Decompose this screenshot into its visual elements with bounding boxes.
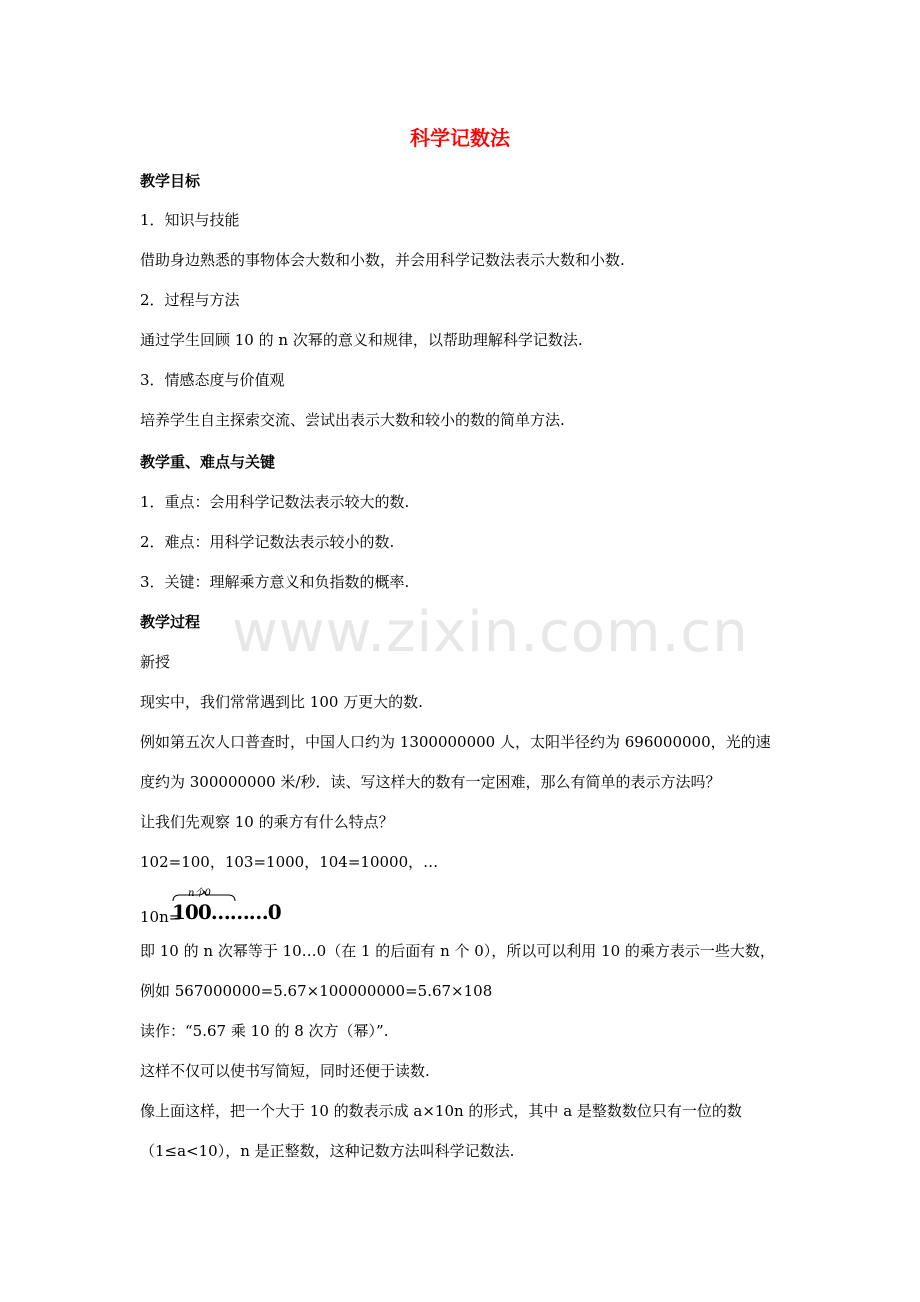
goal-2-title: 2．过程与方法	[140, 291, 240, 309]
section-heading-key-points: 教学重、难点与关键	[140, 453, 276, 471]
key-point-3: 3．关键：理解乘方意义和负指数的概率.	[140, 573, 410, 591]
paragraph-1: 现实中，我们常常遇到比 100 万更大的数.	[140, 693, 423, 711]
paragraph-2-line-2: 度约为 300000000 米/秒．读、写这样大的数有一定困难，那么有简单的表示方法吗？	[140, 773, 721, 791]
power-of-ten-formula	[140, 884, 300, 924]
goal-2-text: 通过学生回顾 10 的 n 次幂的意义和规律，以帮助理解科学记数法.	[140, 331, 583, 349]
formula-overbrace-label: n个0	[188, 888, 211, 899]
key-point-1: 1．重点：会用科学记数法表示较大的数.	[140, 493, 410, 511]
paragraph-3: 让我们先观察 10 的乘方有什么特点？	[140, 813, 394, 831]
goal-1-title: 1．知识与技能	[140, 211, 240, 229]
paragraph-4: 102=100，103=1000，104=10000，…	[140, 853, 439, 871]
section-heading-process: 教学过程	[140, 613, 201, 631]
paragraph-8-line-2: （1≤a<10），n 是正整数，这种记数方法叫科学记数法.	[140, 1142, 515, 1160]
goal-1-text: 借助身边熟悉的事物体会大数和小数，并会用科学记数法表示大数和小数.	[140, 251, 625, 269]
formula-rhs: 100………0	[172, 900, 281, 924]
paragraph-6: 读作：“5.67 乘 10 的 8 次方（幂）”.	[140, 1022, 389, 1040]
paragraph-2-line-1: 例如第五次人口普查时，中国人口约为 1300000000 人，太阳半径约为 696000000，光的速	[140, 733, 771, 751]
goal-3-title: 3．情感态度与价值观	[140, 371, 285, 389]
paragraph-5-line-2: 例如 567000000=5.67×100000000=5.67×108	[140, 982, 493, 1000]
section-heading-goals: 教学目标	[140, 172, 201, 190]
paragraph-8-line-1: 像上面这样，把一个大于 10 的数表示成 a×10n 的形式，其中 a 是整数数位只有一位的数	[140, 1102, 742, 1120]
paragraph-new-lesson: 新授	[140, 653, 171, 671]
paragraph-7: 这样不仅可以使书写简短，同时还便于读数.	[140, 1062, 430, 1080]
key-point-2: 2．难点：用科学记数法表示较小的数.	[140, 533, 395, 551]
goal-3-text: 培养学生自主探索交流、尝试出表示大数和较小的数的简单方法.	[140, 411, 565, 429]
formula-lhs: 10n=	[140, 908, 182, 926]
watermark-text: www.zixin.com.cn	[232, 600, 749, 665]
document-title: 科学记数法	[410, 126, 510, 150]
paragraph-5-line-1: 即 10 的 n 次幂等于 10…0（在 1 的后面有 n 个 0），所以可以利用 10 的乘方表示一些大数，	[140, 942, 775, 960]
